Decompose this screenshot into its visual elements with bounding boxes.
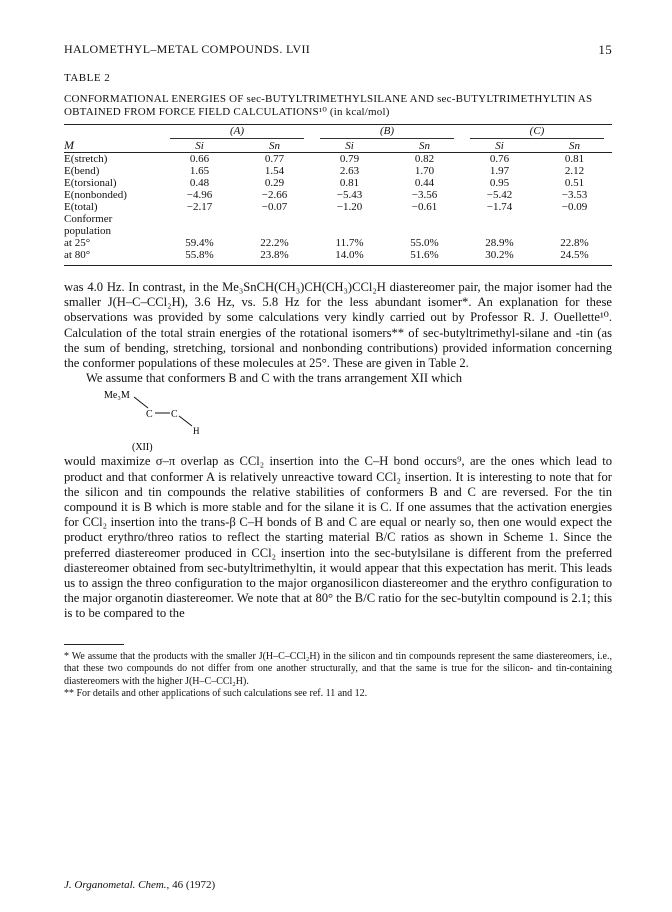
table-cell: 0.95	[489, 177, 510, 189]
table-cell	[162, 225, 237, 237]
row-label: population	[64, 225, 112, 237]
footnote: * We assume that the products with the smaller J(H–C–CCl₂H) in the silicon and tin compounds represent the same diastereomers, i.e., that these two compounds do not differ from one another structurally, and that the same is true for the silicon- and tin-containing diastereomers with the higher J(H–C–CCl₂H).	[64, 650, 612, 687]
row-label: at 25°	[64, 237, 91, 249]
table-cell: 55.0%	[410, 237, 439, 249]
table-cell: 0.76	[489, 153, 510, 165]
group-header-a: (A)	[162, 125, 312, 139]
table-cell: −0.09	[561, 201, 588, 213]
table-cell	[162, 213, 237, 225]
table-cell: −2.17	[186, 201, 213, 213]
table-cell	[462, 225, 537, 237]
table-cell	[387, 213, 462, 225]
table-cell: 0.82	[414, 153, 435, 165]
table-cell: −0.07	[261, 201, 288, 213]
journal-citation	[64, 879, 215, 891]
subheader-si: Si	[495, 139, 504, 152]
table-caption: CONFORMATIONAL ENERGIES OF sec-BUTYLTRIMETHYLSILANE AND sec-BUTYLTRIMETHYLTIN AS OBTAINED FROM FORCE FIELD CALCULATIONS¹⁰ (in kcal/mol)	[64, 93, 593, 118]
table-cell	[237, 225, 312, 237]
me3m-label: Me₃M	[104, 390, 130, 402]
table-cell: −2.66	[261, 189, 288, 201]
table-cell	[462, 213, 537, 225]
footnote: ** For details and other applications of such calculations see ref. 11 and 12.	[64, 688, 368, 700]
table-cell: 0.81	[564, 153, 585, 165]
group-header-c: (C)	[462, 125, 612, 139]
table-cell: 22.2%	[260, 237, 289, 249]
table-row	[64, 165, 612, 177]
subheader-sn: Sn	[569, 139, 580, 152]
group-header-b: (B)	[312, 125, 462, 139]
table-row	[64, 201, 612, 213]
row-label: Conformer	[64, 213, 113, 225]
table-cell: 0.79	[339, 153, 360, 165]
table-body	[64, 153, 612, 261]
table-cell: 1.97	[489, 165, 510, 177]
footnotes	[64, 651, 612, 701]
table-cell: 0.66	[189, 153, 210, 165]
table-cell: 0.48	[189, 177, 210, 189]
table-cell: −5.42	[486, 189, 513, 201]
paragraph: was 4.0 Hz. In contrast, in the Me₃SnCH(CH₃)CH(CH₃)CCl₂H diastereomer pair, the major isomer had the smaller J(H–C–CCl₂H), 3.6 Hz, vs. 5.8 Hz for the less abundant isomer*. An explanation for these observations was provided by some calculations very kindly carried out by Professor R. J. Ouellette¹⁰. Calculation of the total strain energies of the rotational isomers** of sec-butyltrimethyl-silane and -tin (as the sum of bending, stretching, torsional and nonbonding contributions) provided information concerning the conformer populations of these molecules at 25°. These are given in Table 2.	[64, 280, 612, 371]
table-cell: 11.7%	[335, 237, 364, 249]
structure-number: (XII)	[132, 442, 153, 454]
bond-line	[179, 416, 192, 426]
table-cell: 0.44	[414, 177, 435, 189]
row-label: E(bend)	[64, 165, 100, 177]
atom-c1: C	[146, 409, 153, 421]
running-title: HALOMETHYL–METAL COMPOUNDS. LVII	[64, 42, 311, 56]
subheader-si: Si	[195, 139, 204, 152]
table-cell	[312, 213, 387, 225]
table-cell: 28.9%	[485, 237, 514, 249]
conformer-energy-table	[64, 124, 612, 266]
table-cell: 0.77	[264, 153, 285, 165]
table-cell: 1.54	[264, 165, 285, 177]
table-cell: −1.74	[486, 201, 513, 213]
table-cell: −3.53	[561, 189, 588, 201]
table-cell: 51.6%	[410, 249, 439, 261]
table-row	[64, 177, 612, 189]
table-cell	[237, 213, 312, 225]
table-cell: −1.20	[336, 201, 363, 213]
table-cell: 0.51	[564, 177, 585, 189]
table-cell	[387, 225, 462, 237]
page	[64, 42, 612, 891]
row-label: E(stretch)	[64, 153, 108, 165]
body-text	[64, 280, 612, 622]
structure-xii	[64, 386, 612, 454]
table-cell: 0.29	[264, 177, 285, 189]
table-cell: 14.0%	[335, 249, 364, 261]
table-row	[64, 225, 612, 237]
table-row	[64, 249, 612, 261]
paragraph: We assume that conformers B and C with the trans arrangement XII which	[86, 371, 462, 386]
table-cell	[312, 225, 387, 237]
row-label: at 80°	[64, 249, 91, 261]
subheader-sn: Sn	[419, 139, 430, 152]
row-header-m: M	[64, 138, 74, 152]
table-cell: −4.96	[186, 189, 213, 201]
table-cell: 30.2%	[485, 249, 514, 261]
table-cell: 23.8%	[260, 249, 289, 261]
table-cell: 2.12	[564, 165, 585, 177]
subheader-sn: Sn	[269, 139, 280, 152]
subheader-si: Si	[345, 139, 354, 152]
table-row	[64, 189, 612, 201]
table-cell: 1.70	[414, 165, 435, 177]
table-cell	[537, 213, 612, 225]
row-header-cell	[64, 125, 162, 139]
atom-h: H	[193, 426, 200, 437]
journal-name: J. Organometal. Chem.,	[64, 879, 170, 891]
running-header	[64, 42, 612, 64]
trans-structure-diagram	[104, 388, 264, 454]
table-cell: 55.8%	[185, 249, 214, 261]
paragraph: would maximize σ–π overlap as CCl₂ insertion into the C–H bond occurs⁹, are the ones which lead to product and that conformer A is relatively unreactive toward CCl₂ insertion. It is interesting to note that for the silicon and tin compounds the relative stabilities of conformers B and C are reversed. For the tin compound it is B which is more stable and for the silane it is C. If one assumes that the activation energies for CCl₂ insertion into the trans-β C–H bonds of B and C are equal or nearly so, then one would expect the product erythro/threo ratios to reflect the starting material B/C ratios as shown in Scheme 1. Since the preferred diastereomer produced in CCl₂ insertion into the sec-butylsilane is different from the preferred diastereomer obtained from sec-butyltrimethyltin, it would appear that this expectation has merit. This leads us to assign the threo configuration to the major organosilicon diastereomer and the erythro configuration to the major organotin diastereomer. We note that at 80° the B/C ratio for the sec-butyltin compound is 2.1; this is to be compared to the	[64, 454, 612, 621]
footnote-divider	[64, 644, 124, 645]
page-number: 15	[598, 42, 612, 57]
table-cell: −3.56	[411, 189, 438, 201]
table-cell: 2.63	[339, 165, 360, 177]
row-label: E(torsional)	[64, 177, 117, 189]
table-cell: −5.43	[336, 189, 363, 201]
table-cell	[537, 225, 612, 237]
table-row	[64, 237, 612, 249]
table-label: TABLE 2	[64, 72, 111, 84]
table-cell: 1.65	[189, 165, 210, 177]
row-label: E(nonbonded)	[64, 189, 127, 201]
table-cell: 24.5%	[560, 249, 589, 261]
table-row	[64, 213, 612, 225]
table-row	[64, 153, 612, 165]
table-cell: 22.8%	[560, 237, 589, 249]
journal-volume: 46 (1972)	[172, 879, 216, 891]
table-cell: −0.61	[411, 201, 438, 213]
table-cell: 59.4%	[185, 237, 214, 249]
bond-line	[134, 397, 148, 408]
atom-c2: C	[171, 409, 178, 421]
table-cell: 0.81	[339, 177, 360, 189]
row-label: E(total)	[64, 201, 98, 213]
